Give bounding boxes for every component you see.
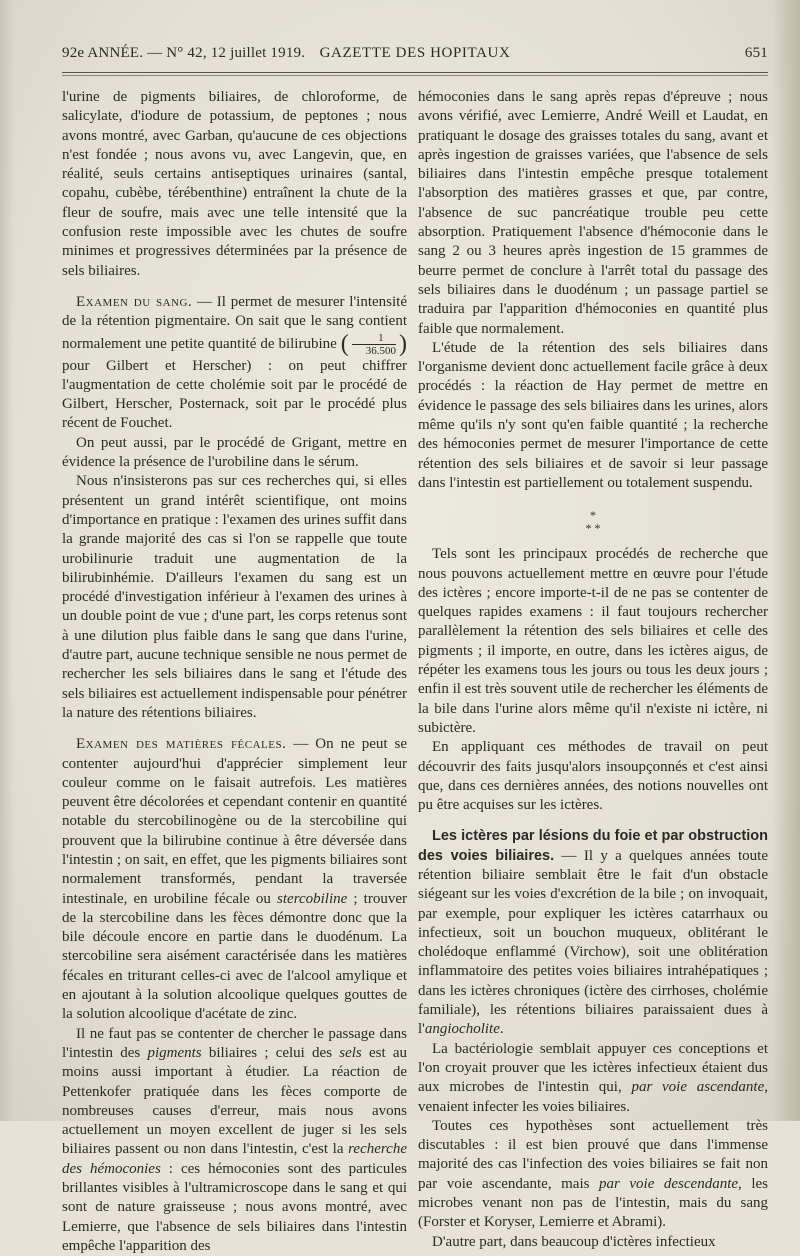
fraction-numerator: 1 <box>352 332 396 345</box>
asterism-top: * <box>590 508 596 523</box>
page-number: 651 <box>744 45 768 61</box>
paragraph <box>418 88 768 339</box>
italic-term: sels <box>339 1044 362 1061</box>
paragraph-text: l'urine de pigments biliaires, de chloroforme, de salicylate, d'iodure de potassium, de peptones ; nous avons montré, avec Garban, qu'aucune de ces objections n'est fondée ; nous avons vu, avec Langevin, que, en réalité, seuls certains antiseptiques urinaires (santal, copahu, cubèbe, térébenthine) entraînent la chute de la fleur de soufre, mais avec une telle intensité que la confusion reste impossible avec les chutes de soufre minimes et progressives déterminées par la présence de sels biliaires. <box>62 89 407 279</box>
close-paren: ) <box>399 330 407 357</box>
paragraph <box>418 1040 768 1117</box>
paragraph-text: La bactériologie semblait appuyer ces conceptions et l'on croyait prouver que les ictères infectieux étaient dus aux microbes de l'intestin qui, <box>418 1040 768 1096</box>
paragraph-text: — Il y a quelques années toute rétention biliaire semblait être le fait d'un obstacle siégeant sur les voies d'excrétion de la bile ; on invoquait, par exemple, pour expliquer les ictères catarrhaux ou infectieux, soit un bouchon muqueux, oblitérant le cholédoque enflammé (Virchow), soit une oblitération inflammatoire des petites voies biliaires intrahépatiques ; dans les ictères chroniques (ictère des cirrhoses, cholémie familiale), les rétentions biliaires paraissaient dues à l' <box>418 847 768 1038</box>
header-rule-secondary <box>62 75 768 76</box>
section-ictere-obstruction <box>418 827 768 1039</box>
section-separator <box>418 509 768 535</box>
italic-term: par voie ascendante <box>631 1079 765 1096</box>
paragraph-text: , venaient infecter les voies biliaires. <box>418 1079 768 1115</box>
italic-term: angiocholite <box>424 1021 500 1038</box>
section-examen-matieres-fecales <box>62 735 407 1024</box>
paragraph-text: , les microbes venant non pas de l'intestin, mais du sang (Forster et Koryser, Lemierre et Abrami). <box>418 1175 768 1231</box>
paragraph-text: Il ne faut pas se contenter de chercher le passage dans l'intestin des <box>62 1025 407 1061</box>
italic-term: stercobiline <box>277 890 348 907</box>
fraction-denominator: 36.500 <box>365 344 396 357</box>
paragraph-text: Nous n'insisterons pas sur ces recherches qui, si elles présentent un grand intérêt scientifique, ont moins d'importance en pratique : l'examen des urines suffit dans la grande majorité des cas si l'on se rappelle que toute urobilinurie traduit une augmentation de la bilirubinhémie. D'ailleurs l'examen du sang est un procédé d'investigation inférieur à l'examen des urines à un double point de vue ; d'une part, les corps retenus sont à une dilution plus faible dans le sang que dans l'urine, d'autre part, aucune technique sensible ne nous permet de rechercher les sels biliaires dans le sang et l'étude des sels biliaires est actuellement indispensable pour pénétrer la nature des rétentions biliaires. <box>62 473 407 721</box>
italic-term: recherche des hémoconies <box>62 1141 407 1177</box>
running-header <box>62 45 768 69</box>
paragraph-text: biliaires ; celui des <box>201 1044 340 1061</box>
paragraph-text: — Il permet de mesurer l'intensité de la rétention pigmentaire. On sait que le sang contient normalement une petite quantité de bilirubine <box>62 293 407 352</box>
header-rule <box>62 72 768 73</box>
section-heading: Examen des matières fécales. <box>76 736 287 753</box>
paragraph <box>62 88 407 281</box>
paragraph-text: : ces hémoconies sont des particules brillantes visibles à l'ultramicroscope dans le sang et qui sont de nature graisseuse ; nous avons montré, avec Lemierre, que l'absence de sels biliaires dans l'intestin empêche l'apparition des <box>62 1160 407 1254</box>
open-paren: ( <box>340 330 349 357</box>
paragraph <box>418 738 768 815</box>
paragraph <box>418 1233 768 1252</box>
fraction <box>352 332 396 357</box>
italic-term: pigments <box>147 1044 202 1061</box>
paragraph-text: ; trouver de la stercobiline dans les fèces démontre donc que la bile découle encore en partie dans le duodénum. La stercobiline sera aisément caractérisée dans les matières fécales en triturant celles-ci avec de l'alcool amylique et en ajoutant à la solution alcoolique quelques gouttes de la solution alcoolique d'acétate de zinc. <box>62 890 407 1023</box>
section-heading: Examen du sang. <box>76 293 193 310</box>
spacer <box>62 281 407 293</box>
paragraph <box>418 545 768 738</box>
section-examen-du-sang <box>62 293 407 434</box>
left-column <box>62 88 407 1256</box>
paragraph-text: En appliquant ces méthodes de travail on peut découvrir des faits jusqu'alors insoupçonnés et c'est ainsi que, dans ces dernières années, des notions nouvelles ont pu être acquises sur les ictères. <box>418 739 768 814</box>
paragraph-text: L'étude de la rétention des sels biliaires dans l'organisme devient donc actuellement facile grâce à deux procédés : la réaction de Hay permet de mettre en évidence le passage des sels biliaires dans les urines, alors même qu'ils n'y sont qu'en faible quantité ; la recherche des hémoconies permet de mesurer l'importance de cette rétention des sels biliaires et de savoir si leur passage dans l'intestin est partiellement ou totalement suspendu. <box>418 339 768 491</box>
section-heading: Les ictères par lésions du foie et par obstruction des voies biliaires. <box>418 828 768 864</box>
italic-term: par voie descendante <box>599 1175 739 1192</box>
spacer <box>62 723 407 735</box>
paragraph <box>62 472 407 723</box>
paragraph-text: — On ne peut se contenter aujourd'hui d'apprécier simplement leur couleur comme on le faisait autrefois. Les matières peuvent être décolorées et cependant contenir en quantité notable du stercobilinogène ou de la stercobiline qui prouvent que la bilirubine continue à être déversée dans l'intestin ; on sait, en effet, que les pigments biliaires sont normalement transformés, pendant la traversée intestinale, en urobiline fécale ou <box>62 736 407 907</box>
paragraph <box>418 1117 768 1233</box>
paragraph <box>418 339 768 493</box>
paragraph-text: D'autre part, dans beaucoup d'ictères infectieux <box>432 1233 716 1250</box>
paragraph-text: est au moins aussi important à étudier. La réaction de Pettenkofer pratiquée dans les fèces comporte de nombreuses causes d'erreur, mais nous avons actuellement un moyen excellent de juger si les sels biliaires passent ou non dans l'intestin, c'est la <box>62 1044 407 1158</box>
page-edge-shadow-left <box>0 0 14 1121</box>
page-edge-shadow-right <box>772 0 800 1121</box>
paragraph-text: Tels sont les principaux procédés de recherche que nous pouvons actuellement mettre en œuvre pour l'étude des ictères ; encore importe-t-il de ne pas se contenter de quelques rapides examens : il faut toujours rechercher parallèlement la rétention des sels biliaires et celle des pigments ; il importe, en outre, dans les ictères aigus, de répéter les examens tous les jours ou tous les deux jours ; enfin il est très souvent utile de rechercher les éléments de la bile dans l'urine alors même qu'il n'existe ni ictère, ni subictère. <box>418 546 768 736</box>
paragraph-text: hémoconies dans le sang après repas d'épreuve ; nous avons vérifié, avec Lemierre, André Weill et Laudat, en pratiquant le dosage des graisses totales du sang, avant et après ingestion de graisses variées, que l'absence de sels biliaires dans l'intestin empêche presque totalement l'absorption des matières grasses et que, par contre, l'absence de suc pancréatique trouble peu cette absorption. Pratiquement l'absence d'hémoconie dans le sang 2 ou 3 heures après ingestion de 15 grammes de beurre permet de conclure à l'arrêt total du passage des sels biliaires dans le duodénum ; un passage partiel se traduira par l'apparition d'hémoconies en quantité plus faible que normalement. <box>418 89 768 337</box>
paragraph-text: Toutes ces hypothèses sont actuellement très discutables : il est bien prouvé que dans l'immense majorité des cas l'infection des voies biliaires se fait non par voie ascendante, mais <box>418 1117 768 1192</box>
asterism-bottom: * * <box>585 521 601 536</box>
right-column <box>418 88 768 1252</box>
spacer <box>418 815 768 827</box>
paragraph-text: On peut aussi, par le procédé de Grigant, mettre en évidence la présence de l'urobiline dans le sérum. <box>62 434 407 471</box>
paragraph-text: pour Gilbert et Herscher) : on peut chiffrer l'augmentation de cette cholémie soit par le procédé de Gilbert, Herscher, Posternack, soit par le procédé plus récent de Fouchet. <box>62 357 407 432</box>
journal-title: GAZETTE DES HOPITAUX <box>319 45 511 61</box>
paragraph-text: . <box>499 1021 504 1038</box>
paragraph <box>62 1025 407 1256</box>
paragraph <box>62 434 407 473</box>
issue-info: 92e ANNÉE. — N° 42, 12 juillet 1919. <box>62 45 306 61</box>
